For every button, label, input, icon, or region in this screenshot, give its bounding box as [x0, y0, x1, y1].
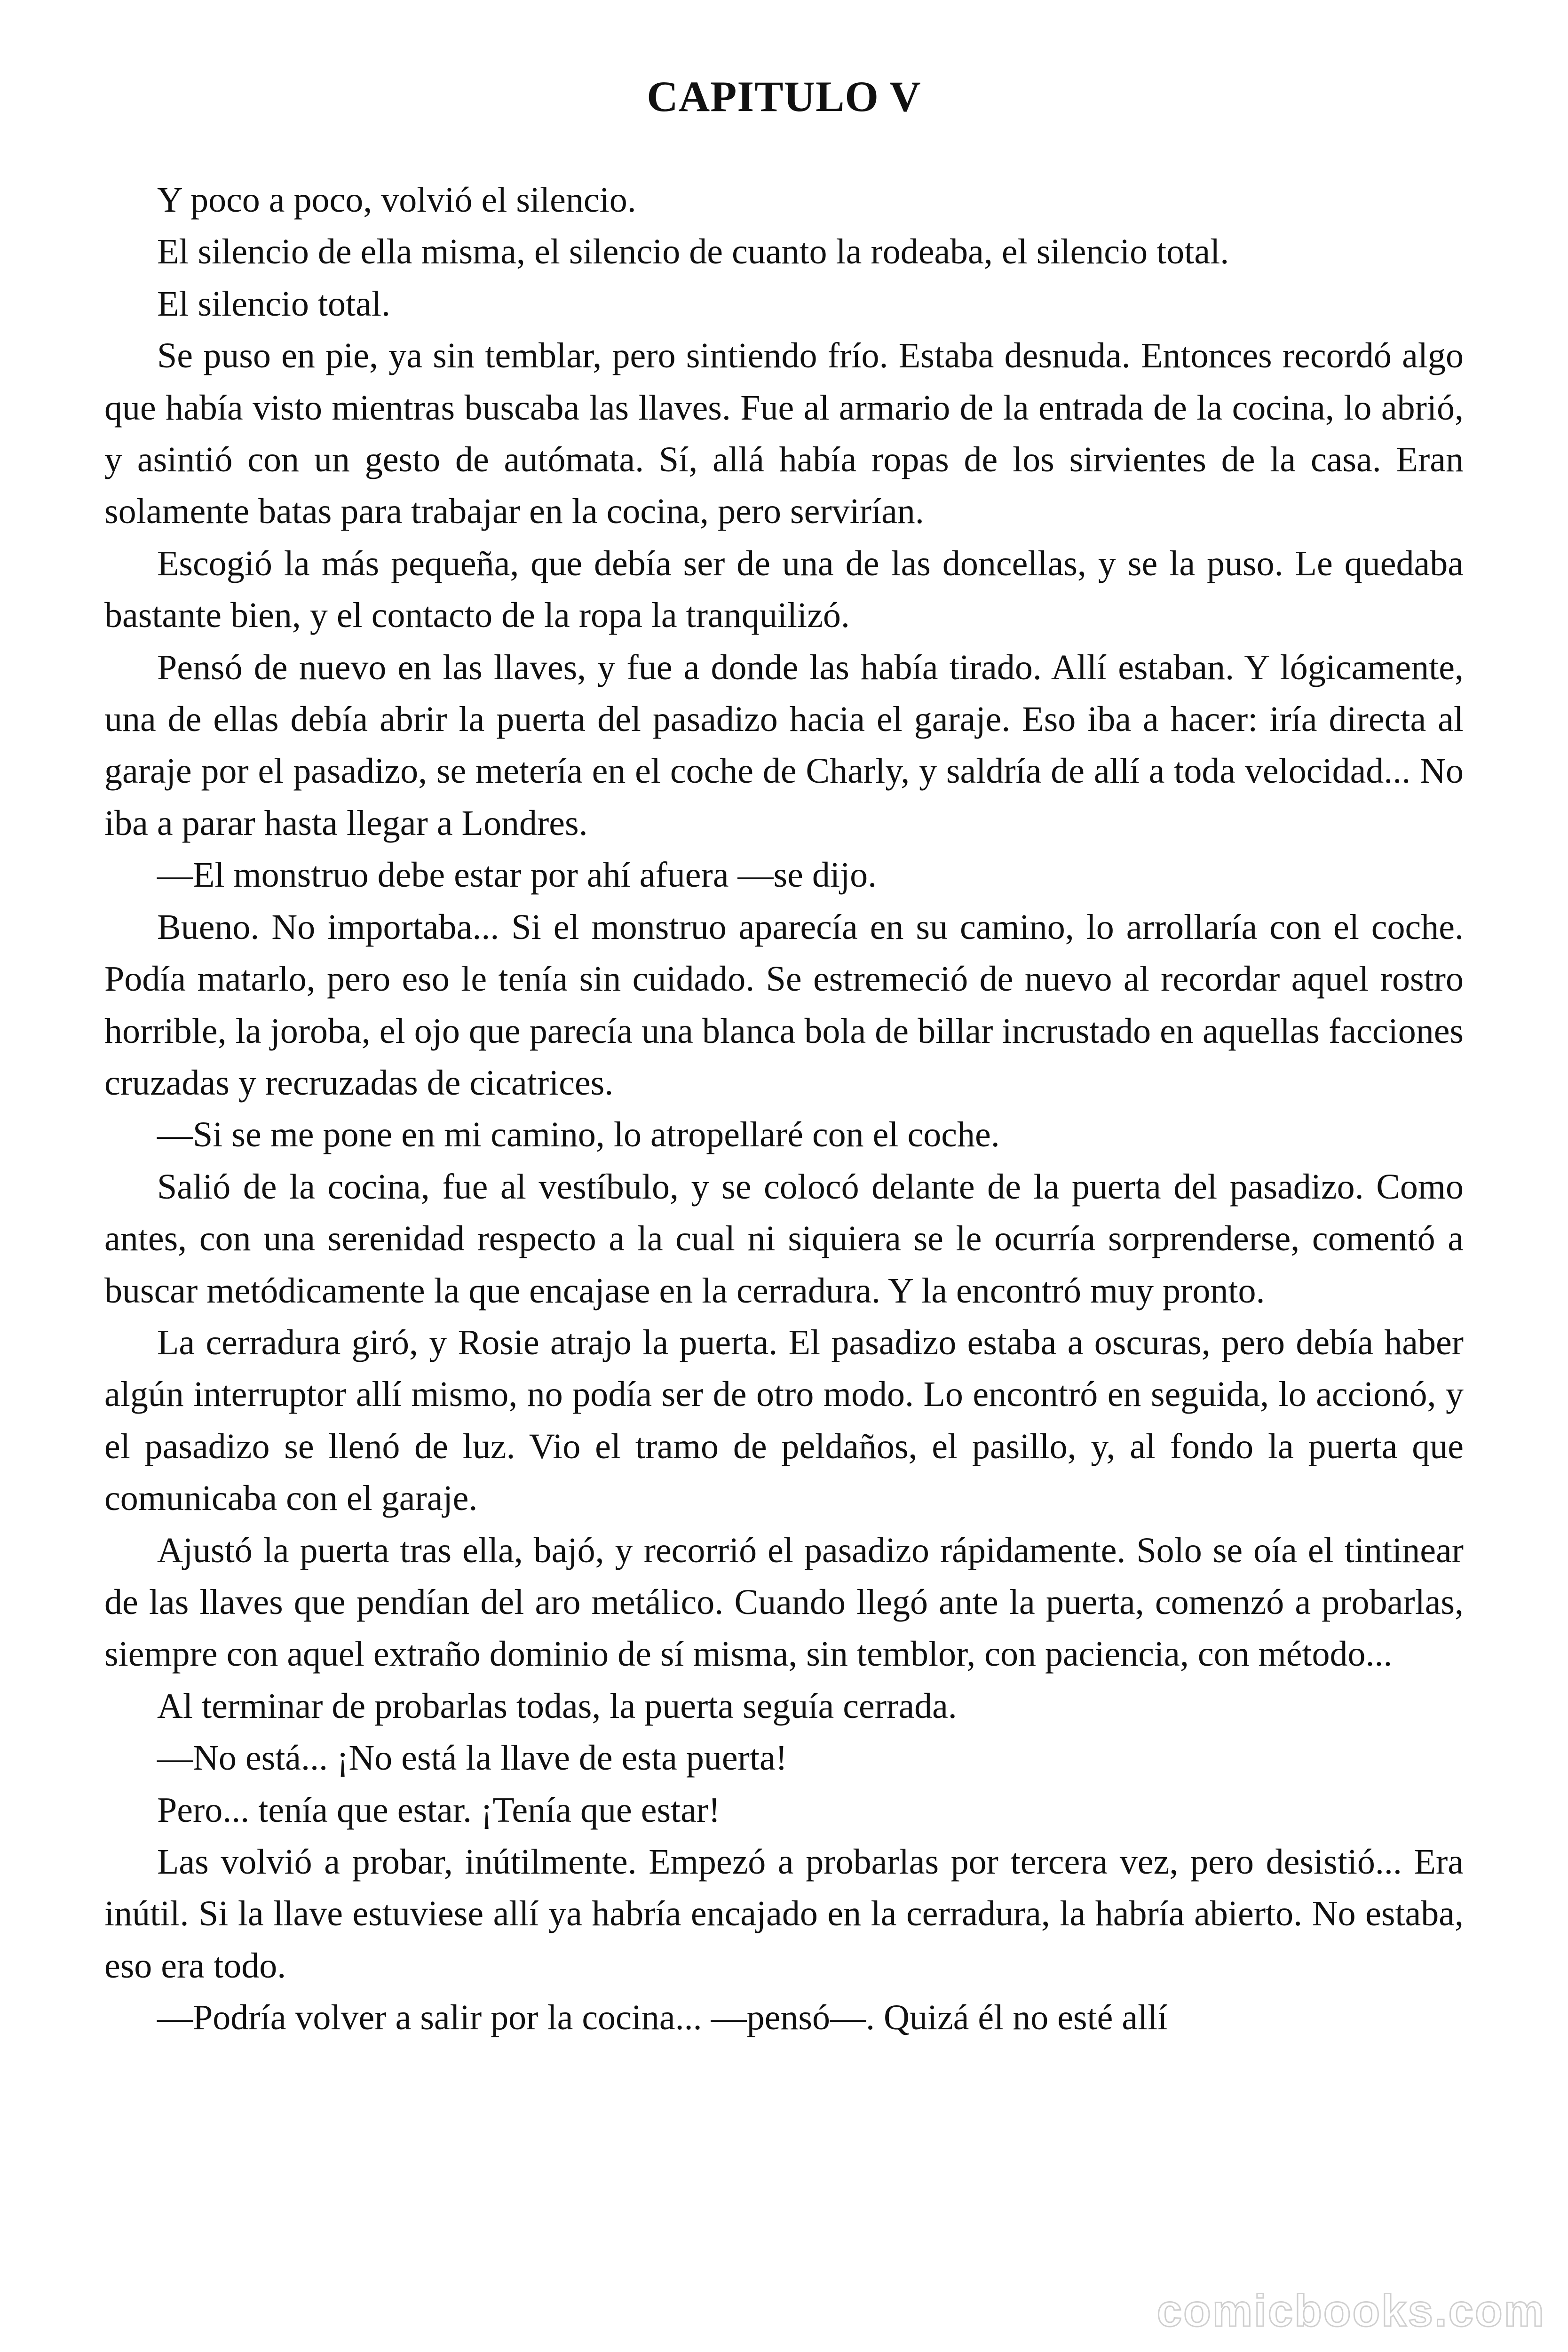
- paragraph: —Si se me pone en mi camino, lo atropellaré con el coche.: [157, 1115, 1000, 1155]
- paragraph: Salió de la cocina, fue al vestíbulo, y se colocó delante de la puerta del pasadizo. Como antes, con una serenidad respecto a la cual ni siquiera se le ocurría sorprenderse, comentó a buscar metódicamente la que encajase en la cerradura. Y la encontró muy pronto.: [104, 1167, 1464, 1311]
- chapter-title: CAPITULO V: [647, 72, 921, 120]
- watermark-logo: comicbooks.com: [1156, 2286, 1545, 2336]
- paragraph: Se puso en pie, ya sin temblar, pero sintiendo frío. Estaba desnuda. Entonces recordó algo que había visto mientras buscaba las llaves. Fue al armario de la entrada de la cocina, lo abrió, y asintió con un gesto de autómata. Sí, allá había ropas de los sirvientes de la casa. Eran solamente batas para trabajar en la cocina, pero servirían.: [104, 336, 1464, 532]
- paragraph: Pensó de nuevo en las llaves, y fue a donde las había tirado. Allí estaban. Y lógicamente, una de ellas debía abrir la puerta del pasadizo hacia el garaje. Eso iba a hacer: iría directa al garaje por el pasadizo, se metería en el coche de Charly, y saldría de allí a toda velocidad... No iba a parar hasta llegar a Londres.: [104, 647, 1464, 843]
- paragraph: —El monstruo debe estar por ahí afuera —se dijo.: [157, 855, 877, 895]
- paragraph: Bueno. No importaba... Si el monstruo aparecía en su camino, lo arrollaría con el coche. Podía matarlo, pero eso le tenía sin cuidado. Se estremeció de nuevo al recordar aquel rostro horrible, la joroba, el ojo que parecía una blanca bola de billar incrustado en aquellas facciones cruzadas y recruzadas de cicatrices.: [104, 907, 1464, 1103]
- paragraph: El silencio de ella misma, el silencio de cuanto la rodeaba, el silencio total.: [157, 232, 1229, 272]
- chapter-body: [104, 174, 1464, 2044]
- paragraph: Las volvió a probar, inútilmente. Empezó a probarlas por tercera vez, pero desistió... Era inútil. Si la llave estuviese allí ya habría encajado en la cerradura, la habría abierto. No estaba, eso era todo.: [104, 1842, 1464, 1986]
- paragraph: Pero... tenía que estar. ¡Tenía que estar!: [157, 1790, 721, 1830]
- paragraph: —Podría volver a salir por la cocina... —pensó—. Quizá él no esté allí: [157, 1998, 1168, 2038]
- paragraph: Ajustó la puerta tras ella, bajó, y recorrió el pasadizo rápidamente. Solo se oía el tintinear de las llaves que pendían del aro metálico. Cuando llegó ante la puerta, comenzó a probarlas, siempre con aquel extraño dominio de sí misma, sin temblor, con paciencia, con método...: [104, 1530, 1464, 1674]
- paragraph: La cerradura giró, y Rosie atrajo la puerta. El pasadizo estaba a oscuras, pero debía haber algún interruptor allí mismo, no podía ser de otro modo. Lo encontró en seguida, lo accionó, y el pasadizo se llenó de luz. Vio el tramo de peldaños, el pasillo, y, al fondo la puerta que comunicaba con el garaje.: [104, 1322, 1464, 1518]
- paragraph: Escogió la más pequeña, que debía ser de una de las doncellas, y se la puso. Le quedaba bastante bien, y el contacto de la ropa la tranquilizó.: [104, 543, 1464, 636]
- paragraph: —No está... ¡No está la llave de esta puerta!: [157, 1738, 788, 1778]
- paragraph: El silencio total.: [157, 284, 391, 324]
- document-page: [104, 66, 1464, 2044]
- paragraph: Al terminar de probarlas todas, la puerta seguía cerrada.: [157, 1686, 957, 1726]
- paragraph: Y poco a poco, volvió el silencio.: [157, 180, 636, 220]
